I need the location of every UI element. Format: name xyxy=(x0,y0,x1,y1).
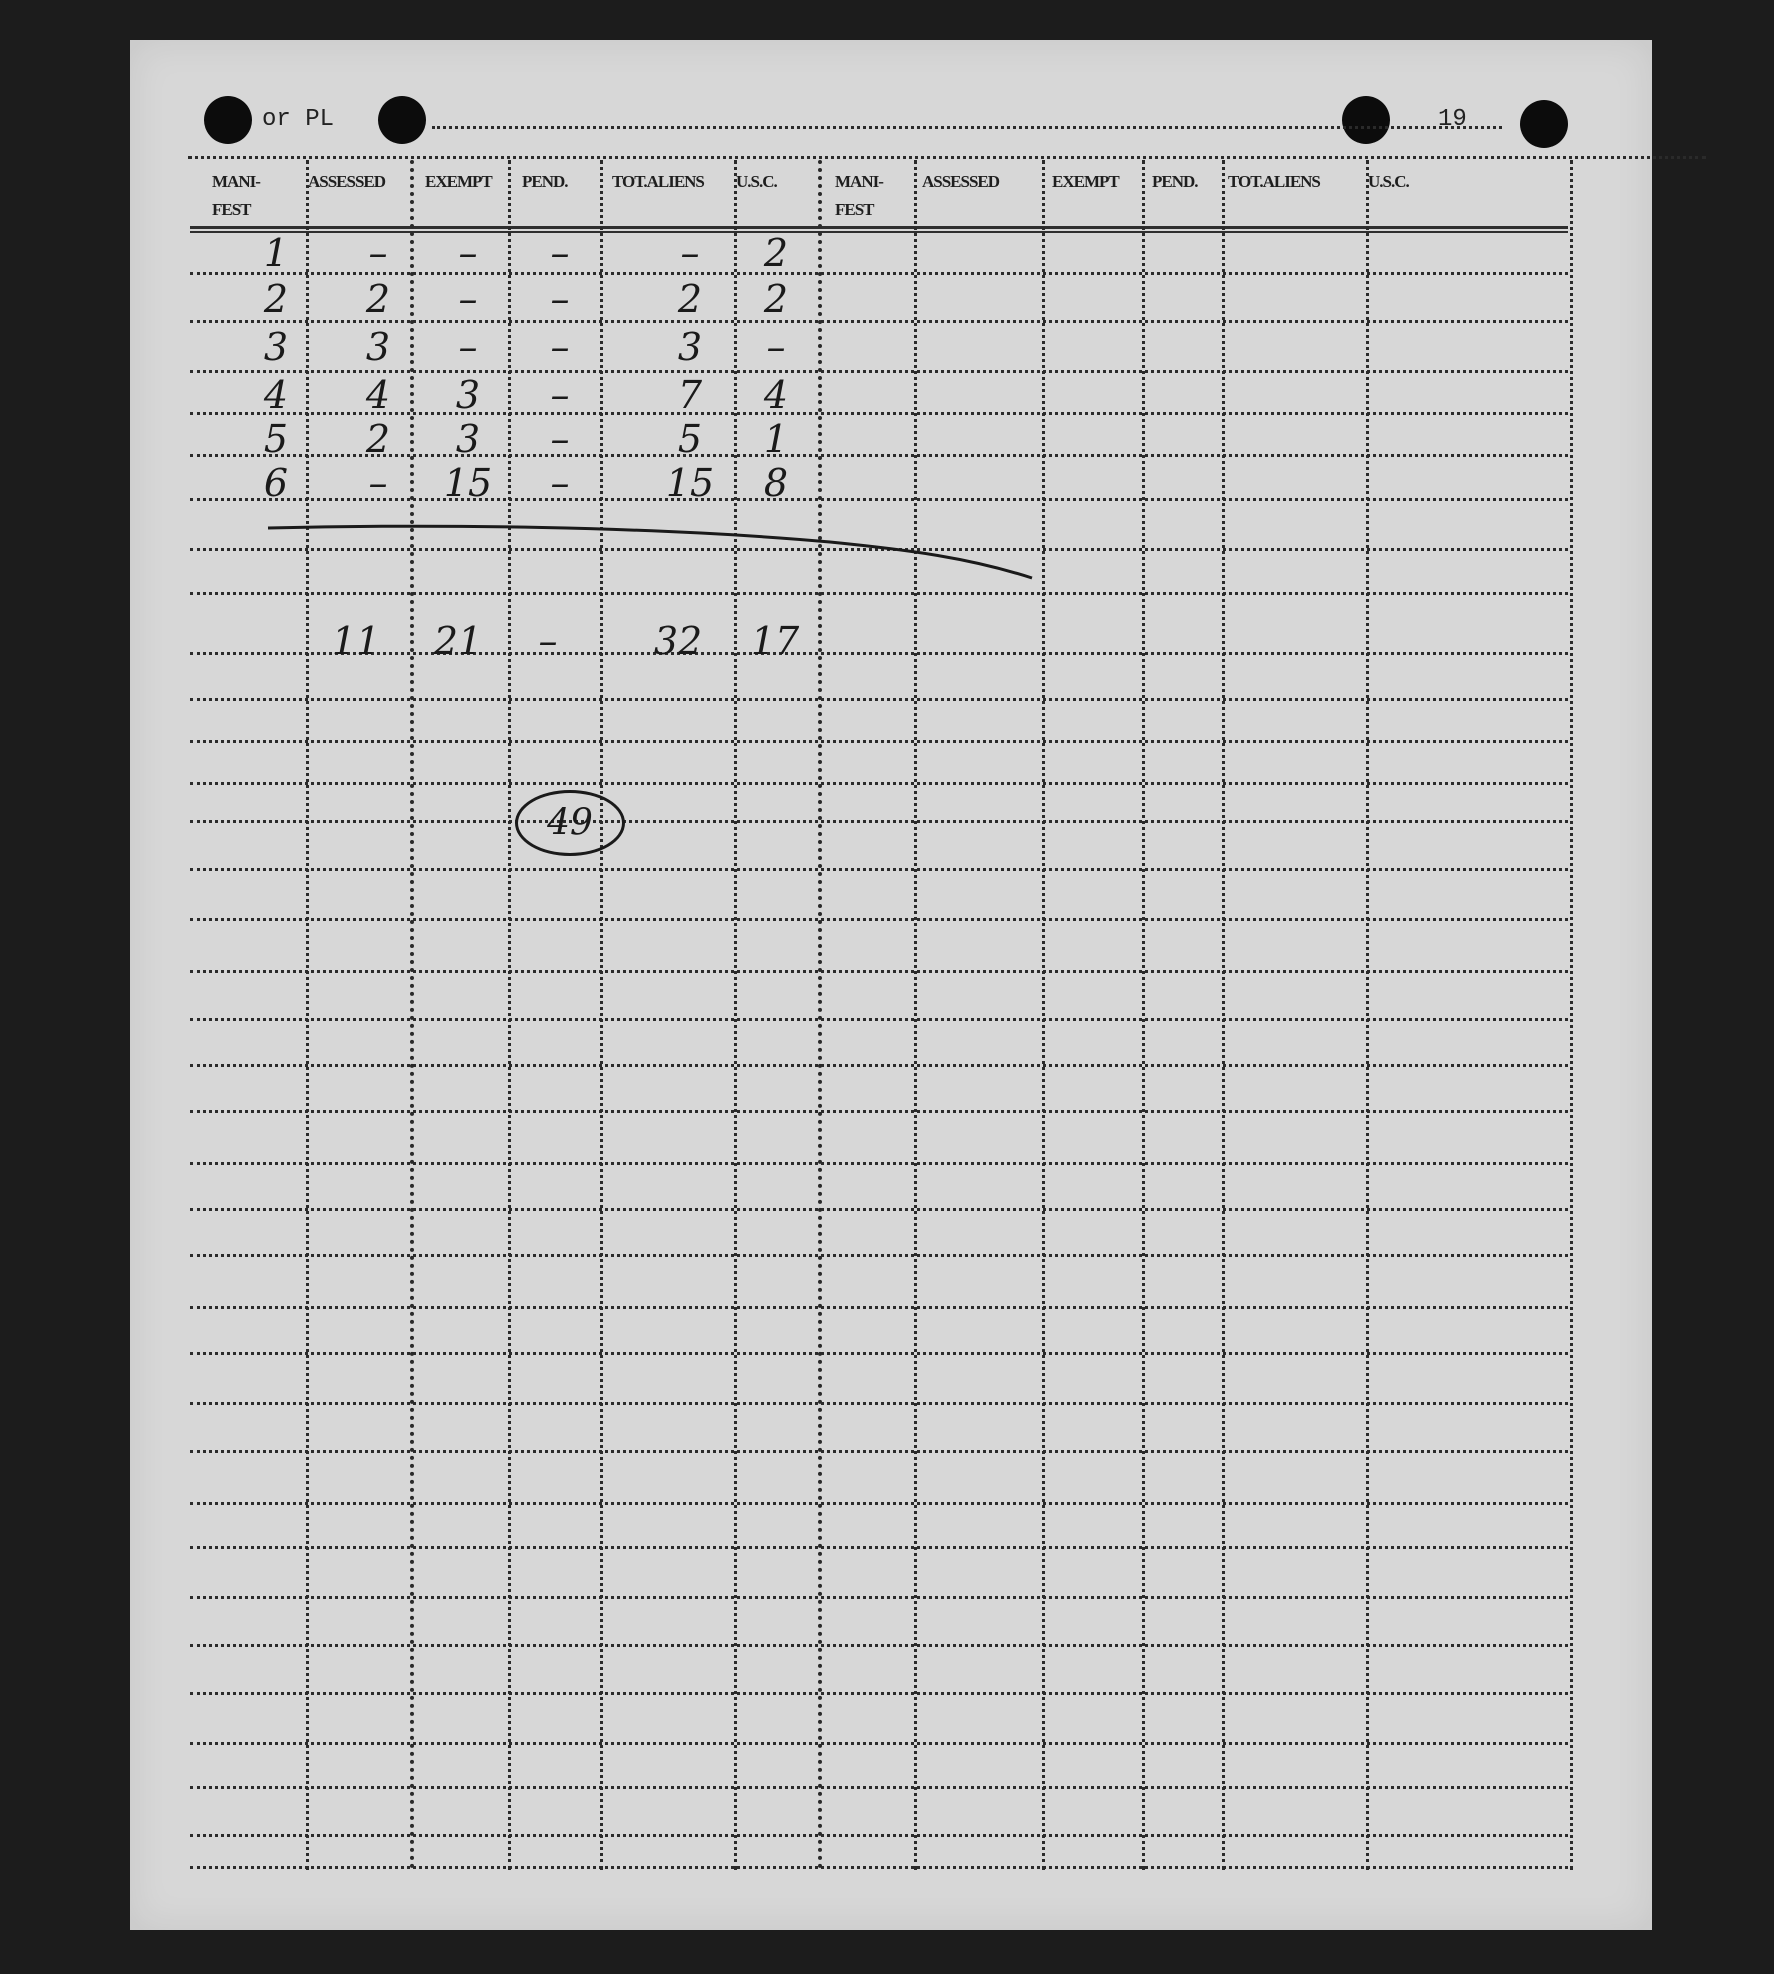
cell-tot-aliens: 7 xyxy=(677,373,703,417)
cell-usc: 1 xyxy=(763,417,789,461)
col-header-tot-aliens-2: TOT.ALIENS xyxy=(1228,172,1320,191)
total-tot-aliens: 32 xyxy=(653,619,703,663)
cell-usc: 2 xyxy=(763,231,789,275)
cell-usc: 8 xyxy=(763,461,789,505)
col-header-usc-2: U.S.C. xyxy=(1368,172,1409,191)
cell-manifest: 5 xyxy=(263,417,289,461)
cell-pend: – xyxy=(550,231,570,275)
cell-pend: – xyxy=(550,277,570,321)
cell-tot-aliens: 2 xyxy=(677,277,703,321)
cell-assessed: – xyxy=(368,231,388,275)
cell-manifest: 3 xyxy=(263,325,289,369)
grand-total-circle xyxy=(515,790,625,856)
cell-usc: 2 xyxy=(763,277,789,321)
cell-exempt: 3 xyxy=(455,373,481,417)
sum-line xyxy=(130,40,1652,1930)
col-header-pend: PEND. xyxy=(522,172,568,191)
col-header-manifest-2: MANI- FEST xyxy=(835,172,883,219)
cell-pend: – xyxy=(550,417,570,461)
cell-tot-aliens: 15 xyxy=(665,461,715,505)
cell-manifest: 1 xyxy=(263,231,289,275)
cell-manifest: 6 xyxy=(263,461,289,505)
cell-usc: – xyxy=(766,325,786,369)
cell-pend: – xyxy=(550,373,570,417)
cell-pend: – xyxy=(550,325,570,369)
cell-pend: – xyxy=(550,461,570,505)
cell-exempt: 15 xyxy=(443,461,493,505)
cell-manifest: 2 xyxy=(263,277,289,321)
col-header-assessed-2: ASSESSED xyxy=(922,172,1000,191)
total-assessed: 11 xyxy=(331,619,381,663)
cell-exempt: – xyxy=(458,231,478,275)
total-exempt: 21 xyxy=(433,619,483,663)
cell-assessed: 4 xyxy=(365,373,391,417)
cell-tot-aliens: 5 xyxy=(677,417,703,461)
col-header-exempt-2: EXEMPT xyxy=(1052,172,1119,191)
col-header-usc: U.S.C. xyxy=(736,172,777,191)
cell-tot-aliens: 3 xyxy=(677,325,703,369)
cell-assessed: – xyxy=(368,461,388,505)
col-header-tot-aliens: TOT.ALIENS xyxy=(612,172,704,191)
cell-exempt: – xyxy=(458,277,478,321)
cell-exempt: 3 xyxy=(455,417,481,461)
cell-usc: 4 xyxy=(763,373,789,417)
cell-assessed: 2 xyxy=(365,277,391,321)
col-header-exempt: EXEMPT xyxy=(425,172,492,191)
col-header-pend-2: PEND. xyxy=(1152,172,1198,191)
total-usc: 17 xyxy=(750,619,800,663)
form-sheet xyxy=(130,40,1652,1930)
cell-tot-aliens: – xyxy=(680,231,700,275)
col-header-assessed: ASSESSED xyxy=(308,172,386,191)
col-header-manifest: MANI- FEST xyxy=(212,172,260,219)
cell-manifest: 4 xyxy=(263,373,289,417)
cell-assessed: 2 xyxy=(365,417,391,461)
total-pend: – xyxy=(538,619,558,663)
grand-total: 49 xyxy=(547,802,593,844)
cell-assessed: 3 xyxy=(365,325,391,369)
year-label: 19 xyxy=(1438,106,1467,133)
prefix-label: or PL xyxy=(262,106,335,133)
cell-exempt: – xyxy=(458,325,478,369)
